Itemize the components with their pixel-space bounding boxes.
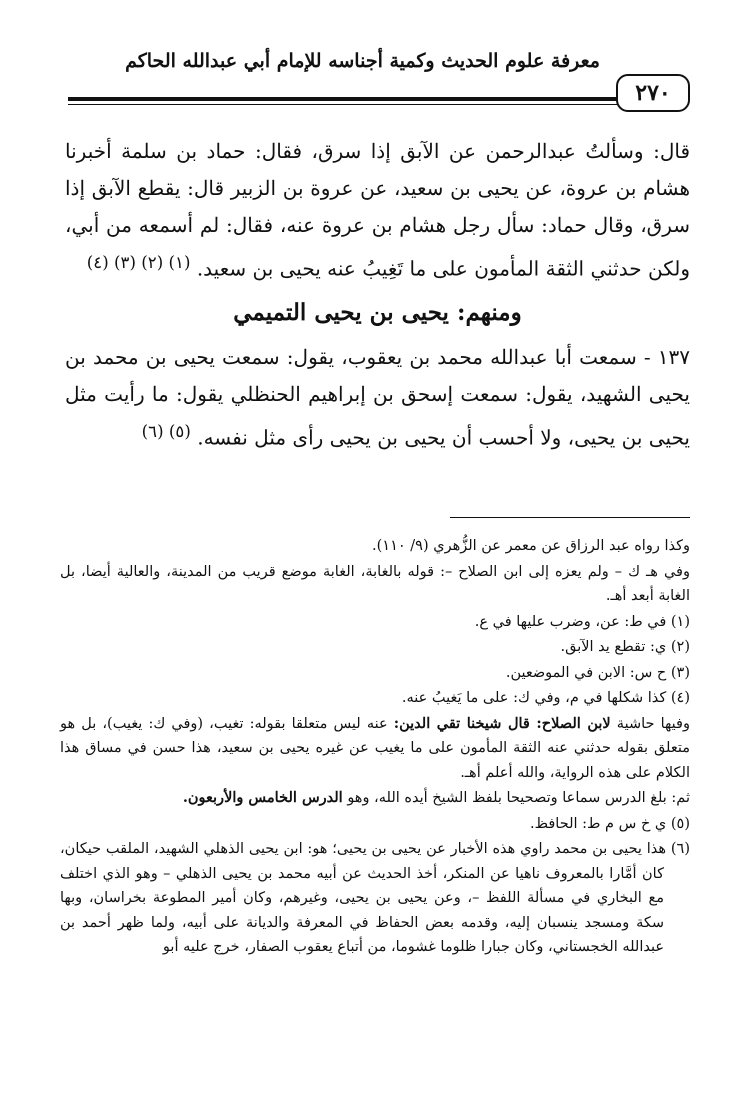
paragraph-1-text: قال: وسألتُ عبدالرحمن عن الآبق إذا سرق، فقال: حماد بن سلمة أخبرنا هشام بن عروة، عن يحيى بن سعيد، عن عروة بن الزبير قال: يقطع الآبق إذا سرق، وقال حماد: سأل رجل هشام بن عروة عنه، فقال: لم أسمعه من أبي، ولكن حدثني الثقة المأمون على ما تَغِيبُ عنه يحيى بن سعيد. (65, 139, 690, 281)
footnote-4-note-rest: عنه ليس متعلقا بقوله: تغيب، (وفي ك: يغيب)، بل هو متعلق بقوله حدثني عنه الثقة المأمون على ما يغيب عن غيره يحيى بن سعيد، هذا حسن في مساق هذا الكلام على هذه الرواية، والله أعلم أهـ. (60, 715, 690, 781)
footnote-4-note (60, 712, 690, 786)
main-text (65, 133, 690, 456)
footnote-4-colophon-bold: الدرس الخامس والأربعون. (182, 789, 343, 806)
footnote-4-note-prefix: وفيها حاشية (616, 715, 690, 732)
footnotes (60, 534, 690, 961)
footnote-3: (٣) ح س: الابن في الموضعين. (505, 664, 690, 681)
header-rule-thin (68, 104, 618, 105)
footnote-mark-6: (٦) (141, 421, 164, 441)
footnote-4: (٤) كذا شكلها في م، وفي ك: على ما يَغيبُ عنه. (401, 690, 690, 706)
footnote-4-note-bold: لابن الصلاح: قال شيخنا تقي الدين: (393, 714, 611, 732)
footnote-mark-4: (٤) (86, 253, 109, 272)
footnote-1: (١) في ط: عن، وضرب عليها في ع. (474, 613, 690, 630)
footnote-mark-3: (٣) (114, 253, 136, 272)
footnote-mark-2: (٢) (141, 253, 164, 272)
footnote-continued-2: وفي هـ ك – ولم يعزه إلى ابن الصلاح –: قوله بالغابة، الغابة موضع قريب من المدينة، والعالية أيضا، بل الغابة أبعد أهـ. (60, 563, 690, 604)
footnote-marks (87, 253, 191, 272)
footnote-2: (٢) ي: تقطع يد الآبق. (560, 639, 690, 655)
header-rule-thick (68, 97, 618, 101)
footnote-separator (450, 517, 690, 518)
footnote-continued-1: وكذا رواه عبد الرزاق عن معمر عن الزُّهري (٩/ ١١٠). (372, 538, 690, 554)
paragraph-137-text: ١٣٧ - سمعت أبا عبدالله محمد بن يعقوب، يقول: سمعت يحيى بن محمد بن يحيى الشهيد، يقول: سمعت إسحق بن إبراهيم الحنظلي يقول: ما رأيت مثل يحيى بن يحيى، ولا أحسب أن يحيى بن يحيى رأى مثل نفسه. (65, 344, 690, 450)
running-header-title: معرفة علوم الحديث وكمية أجناسه للإمام أبي عبدالله الحاكم (125, 50, 600, 72)
footnote-mark-1: (١) (168, 253, 191, 272)
page-number-badge: ٢٧٠ (616, 74, 690, 112)
footnote-marks-2 (142, 422, 191, 441)
footnote-mark-5: (٥) (168, 421, 191, 441)
footnote-4-colophon (60, 786, 690, 811)
footnote-5: (٥) ي خ س م ط: الحافظ. (530, 815, 690, 832)
section-heading: ومنهم: يحيى بن يحيى التميمي (233, 298, 522, 326)
paragraph-1 (65, 133, 690, 288)
footnote-4-colophon-prefix: ثم: بلغ الدرس سماعا وتصحيحا بلفظ الشيخ أيده الله، وهو (347, 790, 690, 806)
paragraph-137 (65, 339, 690, 457)
footnote-6: (٦) هذا يحيى بن محمد راوي هذه الأخبار عن يحيى بن يحيى؛ هو: ابن يحيى الذهلي الشهيد، الملقب حيكان، كان أمَّارا بالمعروف ناهيا عن المنكر، أخذ الحديث عن أبيه محمد بن يحيى الذهلي – وهو الذي اختلف مع البخاري في مسألة اللفظ –، وعن يحيى بن يحيى، وغيرهم، وكان أمير المطوعة بخراسان، وبها سكة ومسجد ينسبان إليه، وقدمه بعض الحفاظ في المعرفة والديانة على أبيه، ولما ظهر أحمد بن عبدالله الخجستاني، وكان جبارا ظلوما غشوما، من أتباع يعقوب الصفار، خرج عليه أبو (60, 841, 690, 955)
